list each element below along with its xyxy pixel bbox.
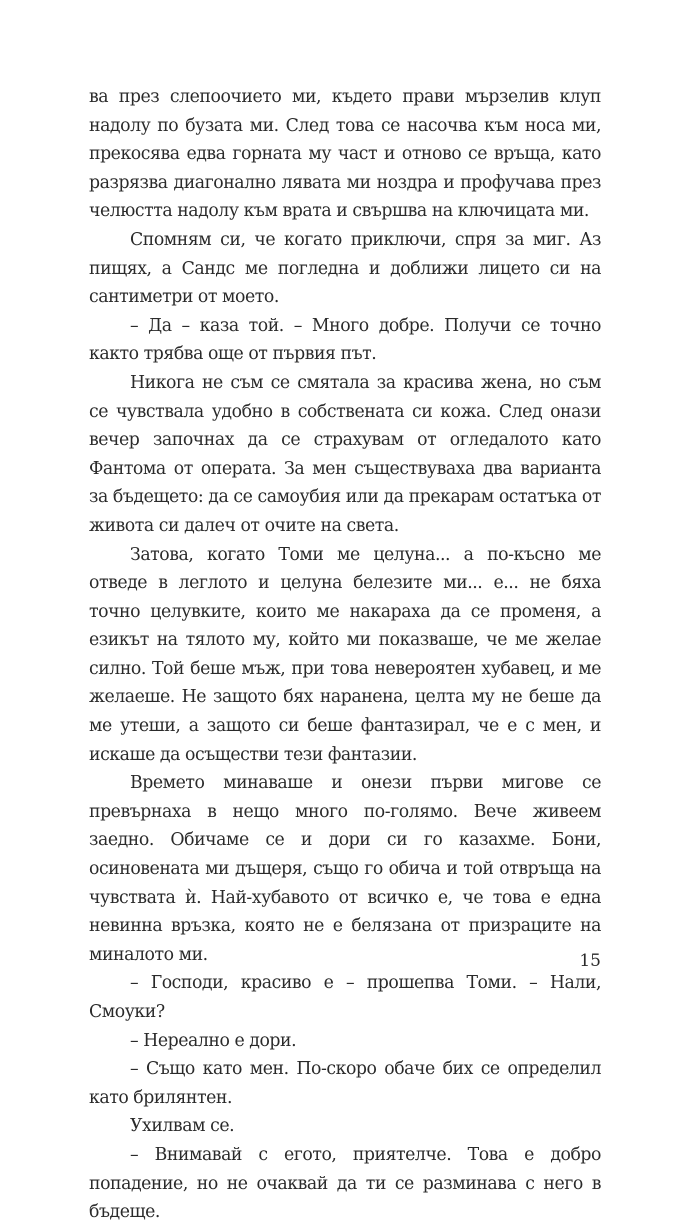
dialogue-line: – Внимавай с егото, приятелче. Това е добро попадение, но не очаквай да ти се разминава с него в бъдеще. (89, 1144, 601, 1223)
paragraph-continuation: ва през слепоочието ми, където прави мързелив клуп надолу по бузата ми. След това се насочва към носа ми, прекосява едва горната му част и отново се връща, като разрязва диагонално лявата ми ноздра и профучава през челюстта надолу към врата и свършва на ключицата ми. (89, 87, 601, 222)
paragraph: Спомням си, че когато приключи, спря за миг. Аз пищях, а Сандс ме погледна и доближи лицето си на сантиметри от моето. (89, 229, 601, 308)
dialogue-line: – Господи, красиво е – прошепва Томи. – Нали, Смоуки? (89, 973, 601, 1022)
paragraph: Никога не съм се смятала за красива жена, но съм се чувствала удобно в собствената си кожа. След онази вечер започнах да се страхувам от огледалото като Фантома от операта. За мен съществуваха два варианта за бъдещето: да се самоубия или да прекарам остатъка от живота си далеч от очите на света. (89, 372, 601, 536)
paragraph: Времето минаваше и онези първи мигове се превърнаха в нещо много по-голямо. Вече живеем заедно. Обичаме се и дори си го казахме. Бони, осиновената ми дъщеря, също го обича и той отвръща на чувствата ѝ. Най-хубавото от всичко е, че това е една невинна връзка, която не е белязана от призраците на миналото ми. (89, 773, 601, 965)
paragraph: Затова, когато Томи ме целуна... а по-късно ме отведе в леглото и целуна белезите ми... е... не бяха точно целувките, които ме накараха да се променя, а езикът на тялото му, който ми показваше, че ме желае силно. Той беше мъж, при това невероятен хубавец, и ме желаеше. Не защото бях наранена, целта му не беше да ме утеши, а защото си беше фантазирал, че е с мен, и искаше да осъществи тези фантазии. (89, 544, 601, 765)
dialogue-line: – Да – каза той. – Много добре. Получи се точно както трябва още от първия път. (89, 315, 601, 365)
paragraph: Ухилвам се. (130, 1116, 235, 1137)
body-text (89, 83, 601, 1227)
dialogue-line: – Нереално е дори. (130, 1030, 297, 1051)
page-number: 15 (579, 951, 601, 971)
dialogue-line: – Също като мен. По-скоро обаче бих се определил като брилянтен. (89, 1059, 601, 1108)
